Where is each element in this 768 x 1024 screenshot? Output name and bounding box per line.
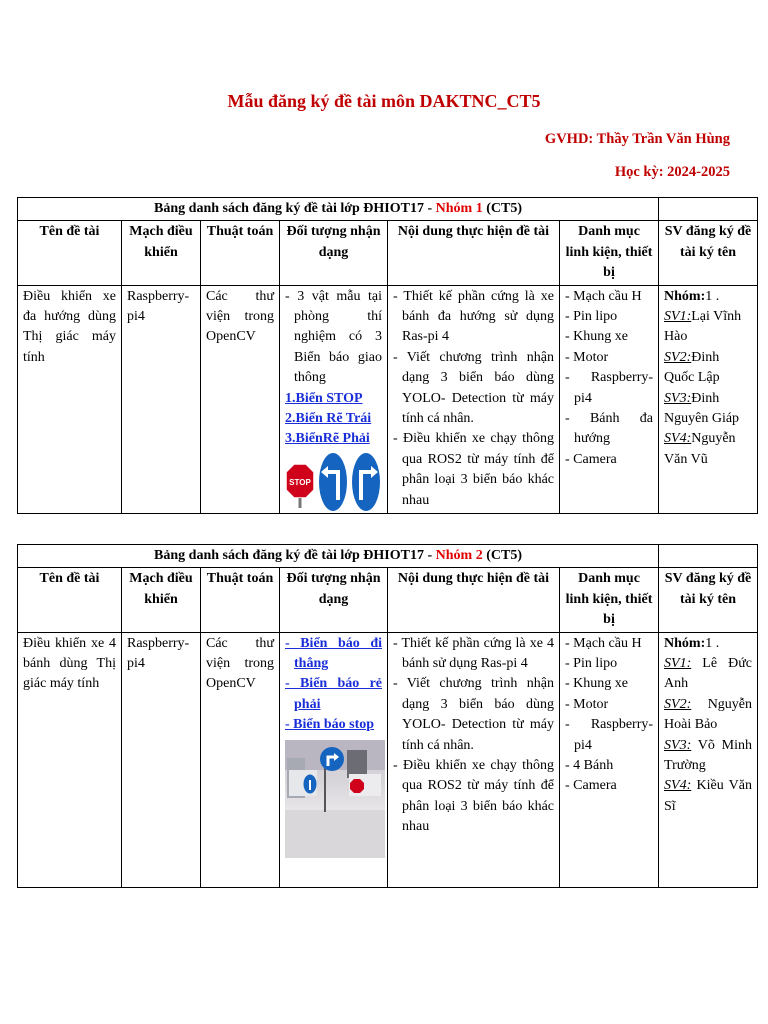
algorithm-cell: Các thư viện trong OpenCV	[201, 632, 280, 887]
go-straight-sign-icon	[303, 774, 317, 794]
header-content: Nội dung thực hiện đề tài	[388, 568, 560, 632]
students-cell	[659, 632, 758, 887]
component-item: - Motor	[565, 695, 653, 715]
topic-cell: Điều khiển xe 4 bánh dùng Thị giác máy tính	[18, 632, 122, 887]
content-item: - Thiết kế phần cứng là xe bánh đa hướng sử dụng Ras-pi 4	[393, 287, 554, 348]
turn-right-sign-icon	[319, 746, 345, 772]
empty-cell	[659, 545, 758, 568]
stop-sign-icon	[285, 456, 315, 508]
content-item: - Viết chương trình nhận dạng 3 biển báo dùng YOLO- Detection từ máy tính cá nhân.	[393, 674, 554, 756]
lab-photo	[285, 740, 385, 858]
group-name: Nhóm 1	[435, 201, 483, 216]
objects-intro: - 3 vật mẫu tại phòng thí nghiệm có 3 Biển báo giao thông	[285, 287, 382, 389]
student-entry: SV4: Kiều Văn Sĩ	[664, 778, 753, 814]
content-item: - Điều khiển xe chạy thông qua ROS2 từ máy tính để phân loại 3 biển báo khác nhau	[393, 756, 554, 838]
content-cell	[388, 632, 560, 887]
student-entry: SV3:Đinh Nguyên Giáp	[664, 390, 740, 427]
svg-text:STOP: STOP	[289, 477, 311, 487]
student-entry: SV2: Nguyễn Hoài Bảo	[664, 696, 753, 733]
table-caption: Bảng danh sách đăng ký đề tài lớp ĐHIOT17 - Nhóm 2 (CT5)	[18, 545, 659, 568]
group-name: Nhóm 2	[435, 548, 483, 563]
header-controller: Mạch điều khiển	[122, 221, 201, 285]
objects-cell	[280, 285, 388, 513]
component-item: - Camera	[565, 776, 653, 796]
component-item: - Raspberry-pi4	[565, 715, 653, 756]
student-entry: SV2:Đinh Quốc Lập	[664, 349, 720, 386]
students-cell	[659, 285, 758, 513]
header-students: SV đăng ký đề tài ký tên	[659, 221, 758, 285]
student-entry: SV3: Võ Minh Trường	[664, 737, 753, 774]
registration-table-group-2	[17, 544, 758, 888]
component-item: - Khung xe	[565, 327, 653, 347]
header-algorithm: Thuật toán	[201, 221, 280, 285]
component-item: - Pin lipo	[565, 654, 653, 674]
component-item: - Bánh đa hướng	[565, 409, 653, 450]
controller-cell: Raspberry-pi4	[122, 285, 201, 513]
components-cell	[560, 285, 659, 513]
table-caption: Bảng danh sách đăng ký đề tài lớp ĐHIOT17 - Nhóm 1 (CT5)	[18, 198, 659, 221]
header-algorithm: Thuật toán	[201, 568, 280, 632]
empty-cell	[659, 198, 758, 221]
advisor-line: GVHD: Thầy Trần Văn Hùng	[544, 131, 730, 147]
component-item: - Mạch cầu H	[565, 287, 653, 307]
student-entry: SV4:Nguyễn Văn Vũ	[664, 431, 736, 467]
header-controller: Mạch điều khiển	[122, 568, 201, 632]
header-topic: Tên đề tài	[18, 568, 122, 632]
student-entry: SV1: Lê Đức Anh	[664, 656, 753, 692]
stop-sign-icon	[349, 778, 365, 794]
document-title: Mẫu đăng ký đề tài môn DAKTNC_CT5	[227, 91, 541, 111]
component-item: - Mạch cầu H	[565, 634, 653, 654]
content-item: - Viết chương trình nhận dạng 3 biển báo dùng YOLO- Detection từ máy tính cá nhân.	[393, 348, 554, 430]
component-item: - Khung xe	[565, 674, 653, 694]
header-students: SV đăng ký đề tài ký tên	[659, 568, 758, 632]
content-cell	[388, 285, 560, 513]
header-content: Nội dung thực hiện đề tài	[388, 221, 560, 285]
student-entry: SV1:Lại Vĩnh Hào	[664, 309, 742, 345]
header-objects: Đối tượng nhận dạng	[280, 221, 388, 285]
object-link[interactable]: 2.Biển Rẽ Trái	[285, 411, 372, 427]
component-item: - Raspberry-pi4	[565, 368, 653, 409]
semester-line: Học kỳ: 2024-2025	[614, 164, 730, 180]
registration-table-group-1	[17, 197, 758, 514]
content-item: - Điều khiển xe chạy thông qua ROS2 từ máy tính để phân loại 3 biển báo khác nhau	[393, 429, 554, 511]
turn-right-sign-icon	[351, 452, 381, 512]
algorithm-cell: Các thư viện trong OpenCV	[201, 285, 280, 513]
header-components: Danh mục linh kiện, thiết bị	[560, 568, 659, 632]
object-link[interactable]: - Biển báo stop	[285, 715, 382, 735]
components-cell	[560, 632, 659, 887]
object-link[interactable]: - Biển báo đi thẳng	[285, 634, 382, 675]
topic-cell: Điều khiển xe đa hướng dùng Thị giác máy tính	[18, 285, 122, 513]
controller-cell: Raspberry-pi4	[122, 632, 201, 887]
group-number: Nhóm:1 .	[664, 635, 720, 651]
traffic-signs-image	[285, 452, 382, 512]
object-link[interactable]: 3.BiểnRẽ Phải	[285, 431, 370, 447]
header-objects: Đối tượng nhận dạng	[280, 568, 388, 632]
content-item: - Thiết kế phần cứng là xe 4 bánh sử dụng Ras-pi 4	[393, 634, 554, 675]
group-number: Nhóm:1 .	[664, 288, 720, 304]
component-item: - 4 Bánh	[565, 756, 653, 776]
objects-cell	[280, 632, 388, 887]
component-item: - Camera	[565, 450, 653, 470]
header-components: Danh mục linh kiện, thiết bị	[560, 221, 659, 285]
turn-left-sign-icon	[318, 452, 348, 512]
component-item: - Pin lipo	[565, 307, 653, 327]
header-topic: Tên đề tài	[18, 221, 122, 285]
object-link[interactable]: 1.Biển STOP	[285, 390, 363, 406]
component-item: - Motor	[565, 348, 653, 368]
object-link[interactable]: - Biển báo rẻ phải	[285, 674, 382, 715]
